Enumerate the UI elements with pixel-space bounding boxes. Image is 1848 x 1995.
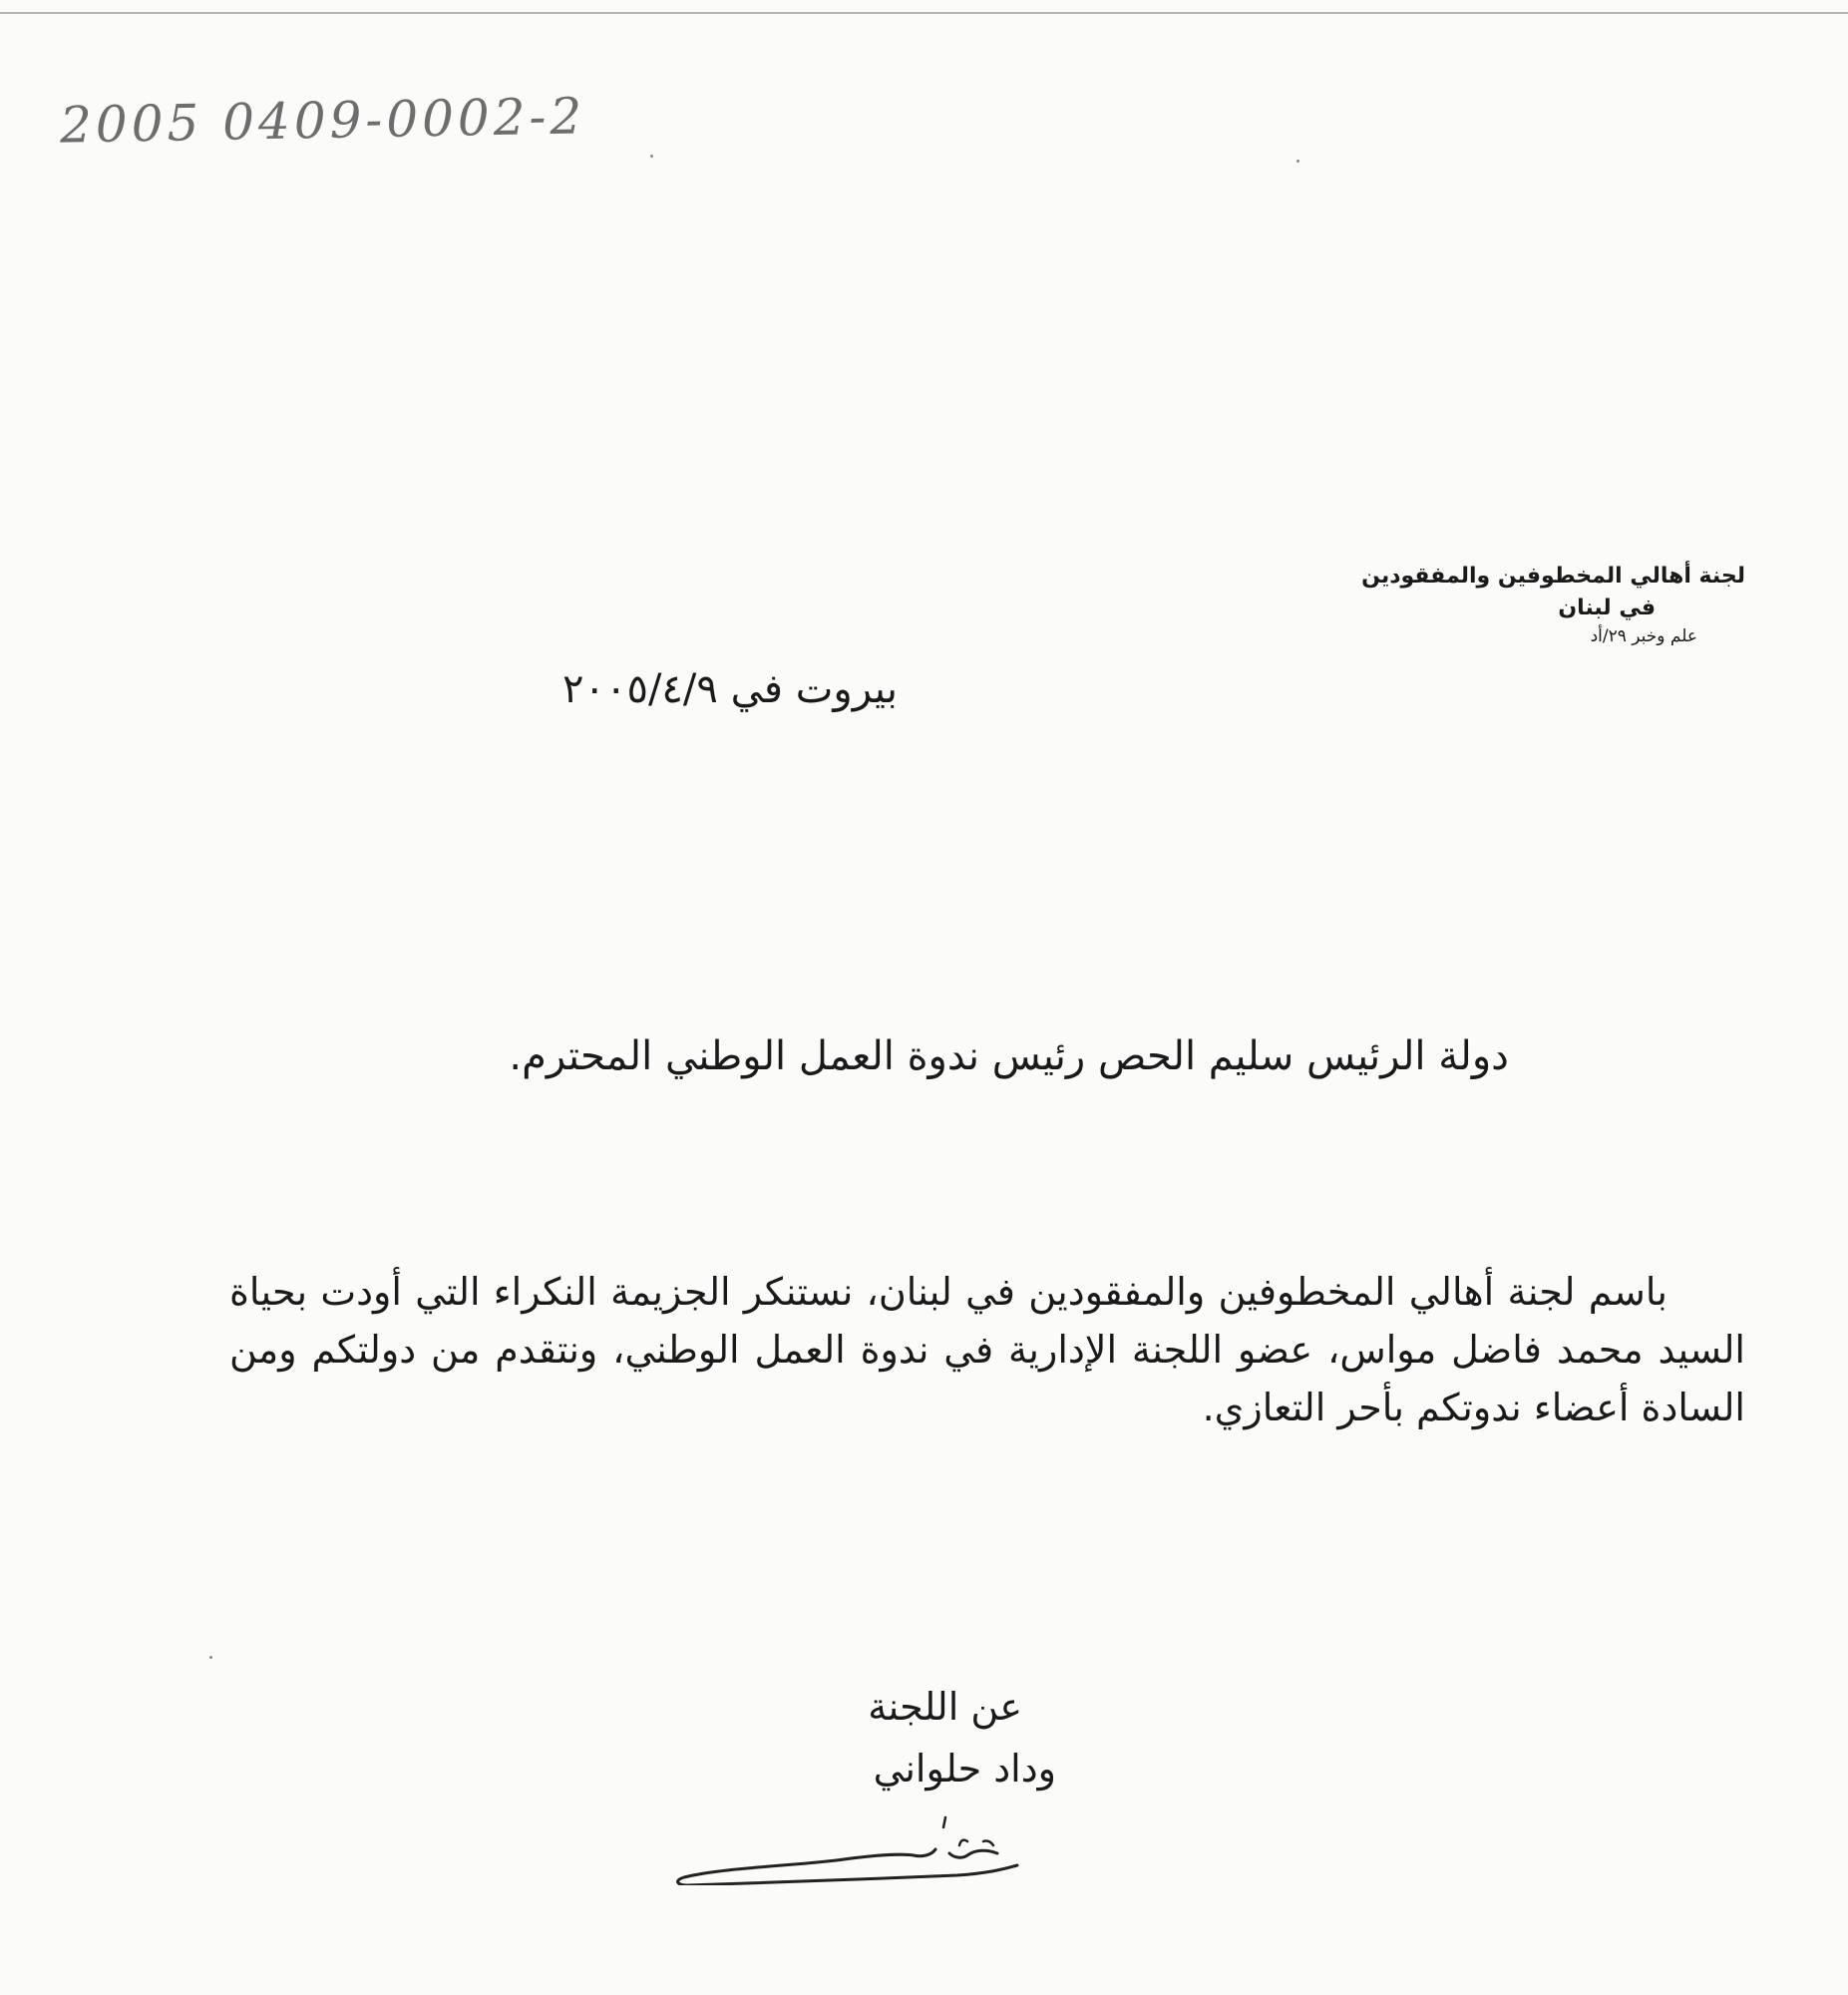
letterhead [1147, 561, 1745, 648]
scan-speck [650, 155, 653, 158]
body-paragraph: باسم لجنة أهالي المخطوفين والمفقودين في لبنان، نستنكر الجزيمة النكراء التي أودت بحياة السيد محمد فاضل مواس، عضو اللجنة الإدارية في ندوة العمل الوطني، ونتقدم من دولتكم ومن السادة أعضاء ندوتكم بأحر التعازي. [229, 1270, 1745, 1429]
recipient-salutation: دولة الرئيس سليم الحص رئيس ندوة العمل الوطني المحترم. [509, 1033, 1509, 1079]
place-and-date: بيروت في ٢٠٠٥/٤/٩ [562, 666, 898, 712]
on-behalf-line: عن اللجنة [868, 1685, 1022, 1729]
scan-top-edge [0, 12, 1848, 14]
letter-body [229, 1263, 1745, 1436]
org-name-line1: لجنة أهالي المخطوفين والمفقودين [1361, 564, 1745, 589]
scan-speck [209, 1656, 212, 1659]
signatory-name: وداد حلواني [873, 1747, 1056, 1791]
scan-speck [1296, 160, 1299, 163]
registration-reference: علم وخبر ٢٩/أد [1590, 626, 1697, 646]
handwritten-signature [668, 1805, 1027, 1885]
handwritten-reference-number: 2005 0409-0002-2 [59, 87, 586, 155]
org-name-line2: في لبنان [1558, 596, 1656, 620]
signature-block [868, 1676, 1056, 1799]
